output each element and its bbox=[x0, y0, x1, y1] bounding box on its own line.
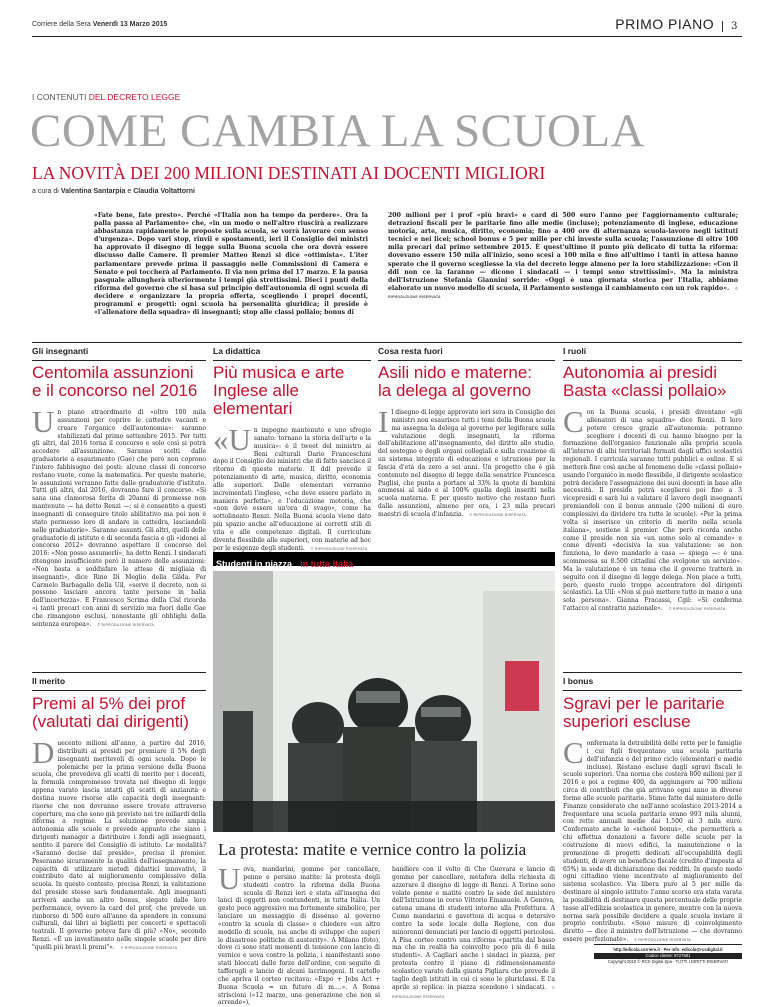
article-copyright: © RIPRODUZIONE RISERVATA bbox=[668, 607, 726, 612]
article-text: n impegno mantenuto e uno sfregio sanato: tornano la storia dell'arte e la musica»: è il tweet del ministro ai Beni culturali Dario Franceschini dopo il Consiglio dei ministri che di fatto sancisce il ritorno di queste materie. Il ddl prevede il potenziamento di arte, musica, diritto, economia alle superiori. Dalle elementari verranno incrementati l'inglese, «che deve essere parlato in maniera perfetta», e l'educazione motoria, che «non deve essere un'ora di svago», come ha sottolineato Renzi. Nella Buona scuola viene dato più spazio anche all'educazione ai corretti stili di vita e alle competenze digitali. Il curriculum diventa flessibile alle superiori, con materie ad hoc per le esigenze degli studenti. bbox=[213, 427, 371, 552]
article-section-label: Il merito bbox=[32, 676, 66, 686]
article-section-label: I ruoli bbox=[563, 346, 587, 356]
paper-name: Corriere della Sera bbox=[32, 21, 91, 28]
photo-story-text-2: bandiere con il volto di Che Guevara e lancio di gomme per cancellare, metafora della richiesta di azzerare il disegno di legge di Renzi. A Torino sono volate penne e matite contro la sede del ministero dell'Istruzione in corso Vittorio Emanuele. A Genova, catena umana di studenti intorno alla Prefettura. A Como mandarini e gavettoni di acqua e detersivo contro la sede locale della Regione, con due minorenni denunciati per lancio di oggetti pericolosi. A Pisa corteo contro una riforma «partita dal basso ma che in realtà ha coinvolto poco più di 6 mila studenti». A Cagliari anche i sindaci in piazza, per protesta contro il piano di ridimensionamento scolastico varato dalla giunta Pigliaru che prevede il taglio degli istituti in cui ci sono le pluriclassi. E l'a aprile si replica: in piazza scendono i sindacati. bbox=[392, 866, 555, 991]
byline bbox=[32, 188, 195, 195]
article-title-line-2: Basta «classi pollaio» bbox=[563, 381, 727, 400]
article-copyright: © RIPRODUZIONE RISERVATA bbox=[634, 938, 691, 943]
intro-col-2-text: 200 milioni per i prof «più bravi» e card di 500 euro l'anno per l'aggiornamento culturale; detrazioni fiscali per le paritarie fino alle medie (incluse); potenziamento di inglese, educazione motoria, arte, musica, diritto, economia; fino a 400 ore di alternanza scuola-lavoro negli istituti tecnici e nei licei; school bonus e 5 per mille per chi investe sulla scuola; l'assunzione di oltre 100 mila precari dal primo settembre 2015. È quest'ultimo il punto più delicato di tutta la riforma: dovevano essere 150 mila all'inizio, sono scesi a 100 mila e fino all'ultimo i tanti in attesa hanno sperato che il governo scegliesse la via del decreto legge almeno per la loro stabilizzazione: «Con il ddl non ce la faranno — dicono i sindacati — i tempi sono strettissimi». Ma la ministra dell'Istruzione Stefania Giannini sorride: «Oggi è una giornata storica per l'Italia, abbiamo elaborato un nuovo modello di scuola, il Parlamento sostenga il cambiamento con un rok rapido». bbox=[388, 212, 738, 292]
article-body bbox=[563, 735, 742, 948]
photo-caption-a: Studenti in piazza bbox=[216, 559, 293, 569]
article-title-line-2: Inglese alle elementari bbox=[213, 381, 300, 418]
article-title-line-1: Più musica e arte bbox=[213, 363, 345, 382]
intro-col-1: «Fate bene, fate presto». Perché «l'Italia non ha tempo da perdere». Ora la palla passa al Parlamento» che, «in un modo o nell'altro riuscirà a realizzare abbastanza rapidamente le proposte sulla scuola, se vorrà lavorare con senso d'urgenza». Dopo vari stop, rinvii e spostamenti, ieri il Consiglio dei ministri ha approvato il disegno di legge sulla Buona scuola che ora dovrà essere discusso dalle Camere. Il premier Matteo Renzi si dice «ottimista». L'iter parlamentare prevede prima il passaggio nelle Commissioni di Camera e Senato e poi toccherà al Parlamento. Il via non prima del 17 marzo. E la pausa pasquale allungherà ulteriormente i tempi già strettissimi. Dieci i punti della riforma del governo che si basa sul principio dell'autonomia di ogni scuola di decidere e organizzare la propria offerta, scegliendo i propri docenti, programmi e progetti: ogni scuola ha personalità giuridica; il preside è «l'allenatore della squadra» di insegnanti; stop alle classi pollaio; bonus di bbox=[94, 212, 368, 317]
article-body bbox=[32, 735, 206, 1002]
article-title-line-1: Asili nido e materne: bbox=[378, 363, 533, 382]
footer-site: http://edicola.corriere.it - Per info: edicola@rcsdigital.it bbox=[594, 944, 742, 953]
footer-copyright: Copyright 2010 © RCS Digital Spa - TUTTI I DIRITTI RISERVATI bbox=[607, 959, 729, 964]
article-section-label: I bonus bbox=[563, 676, 594, 686]
intro-col-2 bbox=[388, 212, 738, 334]
topic-kicker bbox=[32, 92, 180, 102]
drop-cap: U bbox=[32, 404, 55, 439]
article-title-line-2: la delega al governo bbox=[378, 381, 532, 400]
topic-prefix: I CONTENUTI bbox=[32, 92, 87, 102]
article-title-line-2: (valutati dai dirigenti) bbox=[32, 712, 189, 731]
protest-photo bbox=[213, 571, 555, 832]
drop-cap: C bbox=[563, 735, 584, 770]
article-title-line-1: Premi al 5% dei prof bbox=[32, 694, 186, 713]
article-bonus bbox=[563, 672, 742, 948]
article-copyright: © RIPRODUZIONE RISERVATA bbox=[97, 622, 154, 627]
photo-story-col-2 bbox=[392, 866, 555, 999]
article-text: n piano straordinario di «oltre 100 mila assunzioni per coprire le cattedre vacanti e creare l'organico dell'autonomia»: saranno stabilizzati dal primo settembre 2015. Per tutti gli altri, dal 2016 torna il concorso e solo così si potrà accedere all'assunzione. Saranno scelti dalle graduatorie a esaurimento (Gae) che però non coprono l'intero fabbisogno dei posti: alcune classi di concorso restano vuote, come la matematica. Per queste materie, le assunzioni verranno fatte dalle graduatorie d'istituto. Tutti gli altri, dal 2016, dovranno fare il concorso. «Si sana una clamorosa ferita di 20anni di promesse non mantenute — ha detto Renzi —: si è consentito a questi insegnanti di conseguire titolo abilitativo ma poi non è stato permesso loro di andare in cattedra, lasciandoli nelle graduatorie». Saranno assunti. Gli altri, quelli delle graduatorie di istituto e di seconda fascia e gli «idonei al concorso 2012» dovranno aspettare il concorso del 2016: «Non posso assumerli», ha detto Renzi. I sindacati ritengono insufficiente però il numero delle assunzioni: «Non basta a soddisfare le attese di migliaia di insegnanti», dice Rino Di Meglio della Gilda. Per Carmelo Barbagallo della Uil, «serve il decreto, non si possono lasciare ancora tante persone in balìa dell'incertezza». E Francesco Scrima della Cisl ricorda «i tanti precari con anni di servizio ma fuori dalle Gae che rimangono esclusi, nonostante gli obblighi della sentenza europea». bbox=[32, 409, 206, 628]
author-2: Claudia Voltattorni bbox=[133, 188, 195, 195]
author-1: Valentina Santarpia bbox=[60, 188, 126, 195]
intro-copyright: © RIPRODUZIONE RISERVATA bbox=[388, 286, 738, 299]
article-copyright: © RIPRODUZIONE RISERVATA bbox=[469, 512, 527, 517]
photo-story-col-1 bbox=[218, 861, 380, 1007]
article-merito bbox=[32, 672, 206, 1002]
byline-prefix: a cura di bbox=[32, 188, 59, 195]
article-copyright: © RIPRODUZIONE RISERVATA bbox=[310, 546, 368, 551]
article-cosa-resta-fuori bbox=[378, 346, 555, 555]
protest-photo-illustration bbox=[213, 571, 555, 832]
section-name: PRIMO PIANO bbox=[615, 16, 715, 32]
byline-and: e bbox=[127, 188, 132, 195]
article-section-label: La didattica bbox=[213, 346, 261, 356]
subheadline: LA NOVITÀ DEI 200 MILIONI DESTINATI AI DOCENTI MIGLIORI bbox=[32, 163, 546, 183]
article-title-line-2: e il concorso nel 2016 bbox=[32, 381, 198, 400]
photo-caption-bar bbox=[213, 552, 555, 569]
header-rule bbox=[32, 36, 742, 37]
article-section-label: Gli insegnanti bbox=[32, 346, 89, 356]
article-section-label: Cosa resta fuori bbox=[378, 346, 443, 356]
page-header-right bbox=[615, 16, 738, 32]
photo-caption-b: in tutta Italia bbox=[300, 559, 354, 569]
article-text: l disegno di legge approvato ieri sera in Consiglio dei ministri non esaurisce tutti i temi della Buona scuola ma assegna la delega al governo per legiferare sulla valutazione degli insegnanti, la riforma dell'abilitazione all'insegnamento, del diritto allo studio, del sostegno e degli organi collegiali e sulla creazione di un sistema integrato di educazione e istruzione per la fascia d'età da zero a sei anni. Un progetto che è già contenuto nel disegno di legge della senatrice Francesca Puglisi, che punta a portare al 33% la quota di bambini ammessi al nido e al 100% quella degli inseriti nella scuola materna. È per questo motivo che restano fuori dalle assunzioni, almeno per ora, i 23 mila precari maestri di scuola d'infanzia. bbox=[378, 409, 555, 518]
drop-cap: U bbox=[218, 861, 241, 896]
article-title-line-1: Autonomia ai presidi bbox=[563, 363, 718, 382]
drop-cap: D bbox=[32, 735, 55, 770]
drop-cap: C bbox=[563, 404, 584, 439]
photo-story-copyright: © RIPRODUZIONE RISERVATA bbox=[392, 985, 555, 999]
page-header-left bbox=[32, 21, 167, 28]
article-title-line-2: superiori escluse bbox=[563, 712, 691, 731]
issue-date: Venerdì 13 Marzo 2015 bbox=[92, 21, 168, 28]
article-title-line-1: Sgravi per le paritarie bbox=[563, 694, 725, 713]
footer-code: Codice cliente: 8727581 bbox=[594, 953, 742, 959]
topic-label: DEL DECRETO LEGGE bbox=[88, 92, 181, 102]
article-title-line-1: Centomila assunzioni bbox=[32, 363, 194, 382]
section-rule-top bbox=[32, 342, 742, 343]
main-headline: COME CAMBIA LA SCUOLA bbox=[30, 105, 646, 157]
article-text: on la Buona scuola, i presidi diventano «gli allenatori di una squadra» dice Renzi. Il loro potere cresce grazie all'autonomia: potranno scegliere i docenti di cui hanno bisogno per la formazione dell'organico funzionale alla propria scuola all'interno di albi territoriali formati dagli uffici scolastici regionali. I curricula saranno tutti pubblici e online. E si metterà fine così anche al fenomeno delle «classi pollaio» usando l'organico in modo flessibile, il dirigente scolastico potrà decidere l'assegnazione dei suoi docenti in base alle necessità. Il preside potrà sceglierei poi fino a 3 vicepresidi e sarà lui a valutare il lavoro degli insegnanti premiandoli con il bonus annuale (200 milioni di euro complessivi da dividere tra tutte le scuole). «Per la prima volta si inserisce un criterio di merito nella scuola italiana», sostiene il premier. Che però ricorda anche come il preside non sia «un uomo solo al comando» e come diventi «decisiva la sua valutazione: se non funziona, lo devo mandarlo a casa — spiega —: è una scommessa su 8.500 cittadini che svolgono un servizio». Ma la valutazione è un tema che il governo tratterà in seguito con il disegno di legge delega. Non piace a tutti, però, questo ruolo troppo accentratore del dirigenti scolastici. La Uil: «Non si può mettere tutto in mano a una sola persona». Gianna Fracassi, Cgil: «Si conferma l'attacco al contratto nazionale». bbox=[563, 409, 742, 613]
article-body bbox=[378, 404, 555, 555]
drop-cap: «U bbox=[213, 422, 251, 457]
article-copyright: © RIPRODUZIONE RISERVATA bbox=[120, 945, 178, 950]
page-number: 3 bbox=[722, 21, 738, 32]
digital-edition-footer bbox=[594, 944, 742, 965]
article-didattica bbox=[213, 346, 371, 573]
article-text: onfermata la detraibilità delle rette per le famiglie i cui figli frequentano una scuola paritaria dell'infanzia o del primo ciclo (elementari e medie incluse). Restano escluse dagli sgravi fiscali le scuole superiori. Una norma che costerà 800 milioni per il 2016 e poi a regime 400, da aggiungere ai 700 milioni circa di contributi che già arrivano ogni anno in diverse forme alle scuole paritarie. Stime fatte dal ministero delle Finanze considerato che nell'anno scolastico 2013-2014 a frequentare una scuola paritaria erano 993 mila alunni, con rette annuali medie dai 1.500 ai 3 mila euro. Confermato anche lo «school bonus», che permetterà a chi effettua donazioni a favore delle scuole per la costruzione di nuovi edifici, la manutenzione o la promozione di progetti dedicati all'occupabilità degli studenti, di avere un beneficio fiscale (credito d'imposta al 65%) in sede di dichiarazione dei redditi. In questo modo ogni cittadino viene incentivato al miglioramento del sistema scolastico. Via libera pure al 5 per mille da destinare al singolo istituto: l'anno scorso era stata varata la possibilità di destinare questa percentuale delle proprie tasse all'edilizia scolastica in genere, mentre con la nuova norma sarà possibile decidere a quale scuola inviare il proprio contributo. «Sono misure di coinvolgimento diretto — dice il ministro dell'Istruzione — che dovranno essere perfezionate». bbox=[563, 740, 742, 944]
photo-story-title: La protesta: matite e vernice contro la polizia bbox=[218, 840, 527, 859]
photo-story-text-1: ova, mandarini, gomme per cancellare, penne e persino matite: la protesta degli studenti contro la riforma della Buona scuola di Renzi ieri è stata all'insegna dei lanci di oggetti non contundenti, in tutta Italia. Un gesto poco aggressivo ma fortemente simbolico, per lanciare un messaggio di dissenso al governo «contro la scuola di classe» e chiedere «un altro modello di scuola, ma anche di sviluppo che superi le disastrose politiche di austerity». A Milano (foto), dove ci sono stati momenti di tensione con lancio di vernice e uova contro la polizia, i manifestanti sono stati bloccati dalle forze dell'ordine, con seguito di tafferugli e lancio di alcuni lacrimogeni. Il cartello che apriva il corteo recitava: «Expo + Jobs Act + Buona Scuola = un futuro di m....». A Roma striscioni («12 marzo, una generazione che non si arrende»), bbox=[218, 866, 380, 1007]
article-text: uecento milioni all'anno, a partire dal 2016, distribuiti ai presidi per premiare il 5% degli insegnanti meritevoli di ogni scuola. Dopo le polemiche per la prima versione della Buona scuola, che prevedeva gli scatti di merito per i docenti, la formula compromesso trovata nel disegno di legge appena varato lascia intatti gli scatti di anzianità e destina nuove risorse alle capacità degli insegnanti: risorse che non dovranno essere trovate attraverso coperture, ma che sono già previste nei tre miliardi della riforma a regime. La soluzione prevede ampia autonomia alle scuole e prevede appunto che siano i dirigenti manager a distribuire i fondi agli insegnanti, sentito il parere del Consiglio di istituto. Le modalità? «Saranno decise dal preside», precisa il premier. Peseranno sicuramente la qualità dell'insegnamento, la capacità di utilizzare metodi didattici innovativi, il contributo dato al miglioramento complessivo della scuola. In questo contesto, precisa Renzi, la valutazione del preside stesso sarà fondamentale. Agli insegnanti arriverà anche un altro bonus, slegato dalle loro performance, ovvero la card del prof, che prevede un rimborso di 500 euro all'anno da spendere in consumi culturali, dai libri ai biglietti per concerti e spettacoli teatrali. Il governo poteva fare di più? «No», secondo Renzi. «È un investimento nelle singole scuole per dire "quelli più bravi li premi"». bbox=[32, 740, 206, 951]
drop-cap: I bbox=[378, 404, 389, 439]
